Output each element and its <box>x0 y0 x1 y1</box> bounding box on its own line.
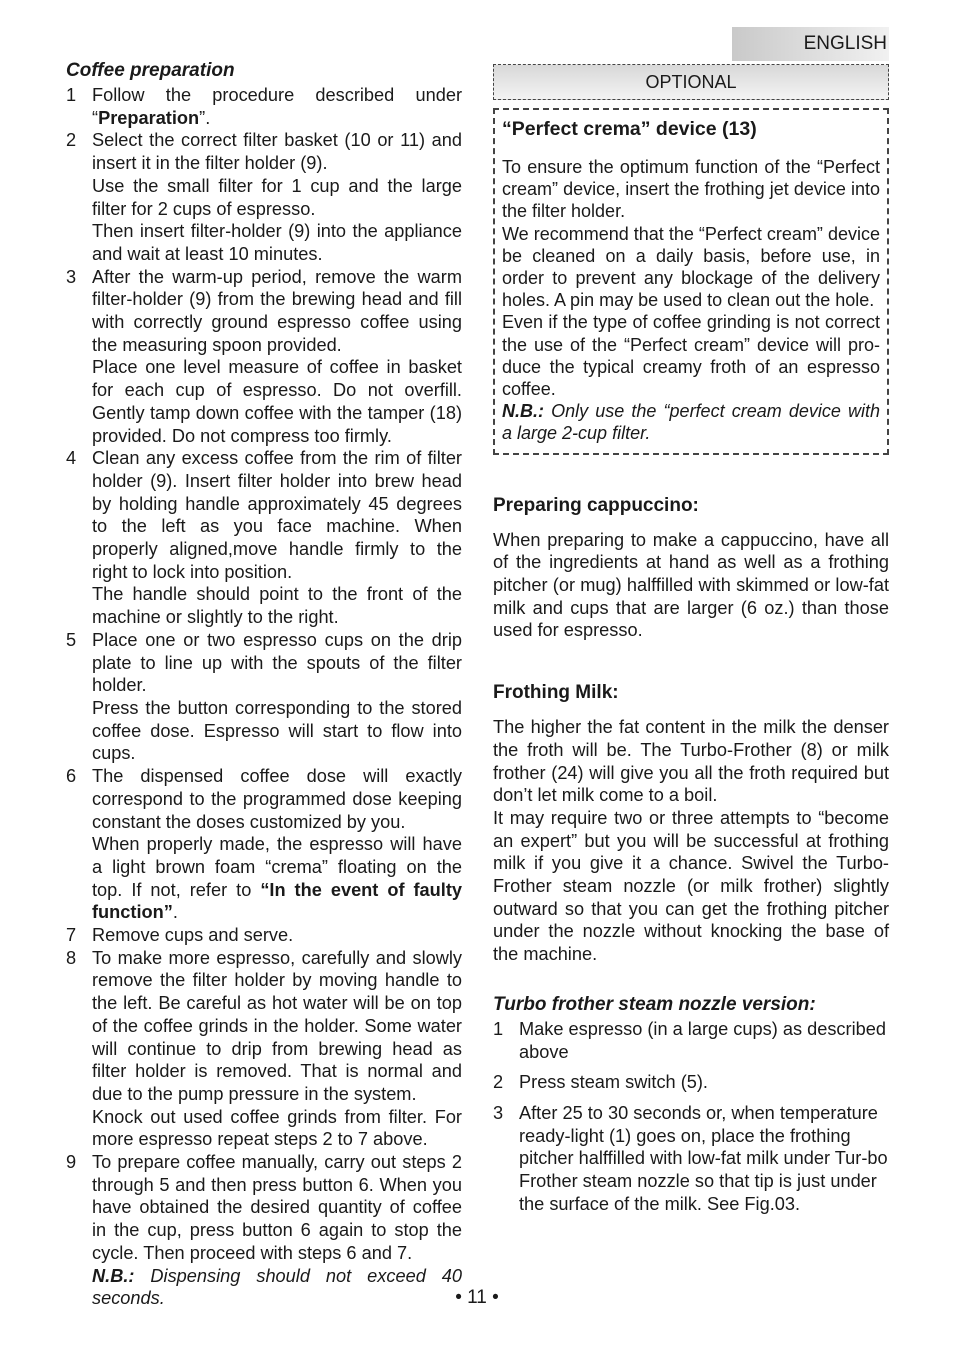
crema-para-1: To ensure the optimum function of the “Perfect cream” device, insert the frothing jet device into the filter holder. <box>502 157 880 222</box>
step-paragraph: After the warm-up period, remove the warm filter-holder (9) from the brewing head and fill with correctly ground espresso coffee using the measuring spoon provided. <box>92 266 462 355</box>
step-item <box>66 84 462 129</box>
nb-text: Dispensing should not exceed 40 seconds. <box>92 1265 462 1309</box>
step-item <box>66 266 462 448</box>
step-number: 6 <box>66 766 77 787</box>
coffee-preparation-steps <box>66 84 462 1265</box>
step-number: 4 <box>66 448 77 469</box>
step-number: 5 <box>66 629 77 650</box>
text-pre: Follow the procedure described under “ <box>92 85 462 128</box>
perfect-crema-box <box>493 108 889 455</box>
step-item <box>66 1151 462 1265</box>
step-item <box>66 447 462 629</box>
step-paragraph: The handle should point to the front of the machine or slightly to the right. <box>92 584 462 628</box>
step-number: 3 <box>66 266 77 287</box>
step-paragraph: To make more espresso, carefully and slowly remove the filter holder by moving handle to the left. Be careful as hot water will be on top of the coffee grinds in the holder. Some water will continue to drip from brewing head as filter holder is removed. That is normal and due to the pump pressure in the system. <box>92 947 462 1104</box>
step-number: 2 <box>493 1072 504 1093</box>
crema-para-3: Even if the type of coffee grinding is not correct the use of the “Perfect cream” device will pro-duce the typical creamy froth of an espresso coffee. <box>502 312 880 400</box>
step-text: Press steam switch (5). <box>519 1072 708 1093</box>
step-number: 7 <box>66 925 77 946</box>
step-paragraph: Place one level measure of coffee in basket for each cup of espresso. Do not overfill. Gently tamp down coffee with the tamper (18) provided. Do not compress too firmly. <box>92 357 462 446</box>
step-item <box>66 629 462 765</box>
text-pre: When properly made, the espresso will have a light brown foam “crema” floating on the top. If not, refer to <box>92 834 462 900</box>
cappuccino-text: When preparing to make a cappuccino, have all of the ingredients at hand as well as a frothing pitcher (or mug) halffilled with skimmed or low-fat milk and cups that are larger (6 oz.) than those used for espresso. <box>493 529 889 641</box>
step-number: 8 <box>66 947 77 968</box>
perfect-crema-title: “Perfect crema” device (13) <box>502 118 757 140</box>
text-post: . <box>172 902 178 923</box>
left-column <box>66 58 462 1310</box>
step-number: 3 <box>493 1103 504 1123</box>
step-paragraph: To prepare coffee manually, carry out steps 2 through 5 and then press button 6. When you have obtained the desired quantity of coffee in the cup, press button 6 again to stop the cycle. Then proceed with steps 6 and 7. <box>92 1152 462 1263</box>
step-item <box>66 924 462 947</box>
nb-label: N.B.: <box>92 1265 135 1286</box>
step-item <box>66 765 462 924</box>
frothing-para-2: It may require two or three attempts to “become an expert” but you will be successful at frothing milk if you give it a chance. Swivel the Turbo-Frother steam nozzle (or milk frother) slightly outward so that you can get the frothing pitcher under the nozzle without knocking the base of the machine. <box>493 807 889 965</box>
frothing-title: Frothing Milk: <box>493 682 619 704</box>
coffee-preparation-title: Coffee preparation <box>66 60 235 81</box>
step-paragraph: Knock out used coffee grinds from filter. For more espresso repeat steps 2 to 7 above. <box>92 1106 462 1150</box>
step-paragraph <box>92 833 462 924</box>
step-text: After 25 to 30 seconds or, when temperature ready-light (1) goes on, place the frothing pitcher halffilled with low-fat milk under Tur-bo Frother steam nozzle so that tip is just under the surface of the milk. See Fig.03. <box>519 1103 888 1214</box>
right-column <box>493 64 889 1216</box>
step-text: Make espresso (in a large cups) as described above <box>519 1018 886 1062</box>
turbo-steps <box>493 1018 889 1216</box>
step-paragraph: The dispensed coffee dose will exactly correspond to the programmed dose keeping constant the doses customized by you. <box>92 766 462 832</box>
turbo-step <box>493 1102 889 1216</box>
cappuccino-title: Preparing cappuccino: <box>493 494 699 516</box>
step-paragraph <box>92 84 462 129</box>
text-bold: “In the event of faulty function” <box>92 879 463 923</box>
text-post: ”. <box>199 107 211 128</box>
turbo-step <box>493 1071 889 1094</box>
page-number: • 11 • <box>455 1287 499 1308</box>
step-number: 2 <box>66 130 77 151</box>
crema-nb-label: N.B.: <box>502 401 544 422</box>
step-item <box>66 947 462 1151</box>
crema-nb-note <box>502 400 880 444</box>
step-paragraph: Then insert filter-holder (9) into the appliance and wait at least 10 minutes. <box>92 221 462 264</box>
text-bold: Preparation <box>98 107 200 128</box>
step-paragraph: Remove cups and serve. <box>92 925 294 946</box>
step-number: 9 <box>66 1152 77 1173</box>
step-paragraph: Clean any excess coffee from the rim of filter holder (9). Insert filter holder into brew head by holding handle approximately 45 degrees to the left as you face machine. When properly aligned,move handle firmly to the right to lock into position. <box>92 448 462 582</box>
step-paragraph: Select the correct filter basket (10 or 11) and insert it in the filter holder (9). <box>92 130 462 174</box>
turbo-step <box>493 1018 889 1063</box>
step-number: 1 <box>493 1018 504 1039</box>
turbo-title: Turbo frother steam nozzle version: <box>493 993 816 1015</box>
frothing-para-1: The higher the fat content in the milk the denser the froth will be. The Turbo-Frother (8) or milk frother (24) will give you all the froth required but don’t let milk come to a boil. <box>493 717 889 806</box>
language-tab: ENGLISH <box>732 27 889 61</box>
crema-para-2: We recommend that the “Perfect cream” device be cleaned on a daily basis, before use, in order to prevent any blockage of the delivery holes. A pin may be used to clean out the hole. <box>502 223 880 311</box>
step-paragraph: Use the small filter for 1 cup and the large filter for 2 cups of espresso. <box>92 175 462 219</box>
step-number: 1 <box>66 85 77 105</box>
crema-nb-text: Only use the “perfect cream device with a large 2-cup filter. <box>502 401 880 444</box>
step-paragraph: Press the button corresponding to the stored coffee dose. Espresso will start to flow into cups. <box>92 697 462 764</box>
optional-header: OPTIONAL <box>493 64 889 100</box>
step-paragraph: Place one or two espresso cups on the drip plate to line up with the spouts of the filter holder. <box>92 629 462 696</box>
step-item <box>66 129 462 265</box>
